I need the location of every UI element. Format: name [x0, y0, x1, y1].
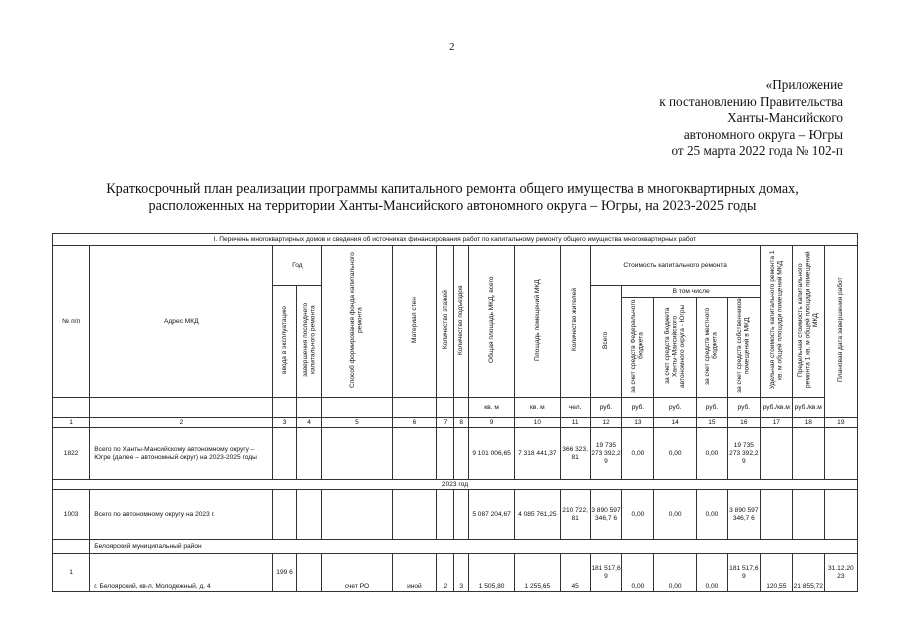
column-number: 16 — [727, 418, 760, 428]
cell-residents: 210 722, 81 — [560, 490, 590, 540]
title-line: расположенных на территории Ханты-Мансийского автономного округа – Югры, на 2023-2025 годы — [148, 197, 757, 214]
cell-wall-material: иной — [392, 554, 437, 592]
header-floors: Количество этажей — [437, 246, 454, 398]
unit-regional: руб. — [654, 398, 697, 418]
cell-floors: 2 — [437, 554, 454, 592]
header-regional: за счет средств бюджета Ханты-Мансийского автономного округа - Югры — [654, 298, 697, 398]
header-total-area: Общая площадь МКД, всего — [469, 246, 515, 398]
unit-owners: руб. — [727, 398, 760, 418]
cell-federal: 0,00 — [622, 554, 654, 592]
column-number: 15 — [696, 418, 727, 428]
cell-local: 0,00 — [696, 490, 727, 540]
unit-premises-area: кв. м — [514, 398, 560, 418]
cell-empty — [760, 428, 792, 480]
cell-owners: 19 735 273 392,2 9 — [727, 428, 760, 480]
cell-empty — [437, 490, 454, 540]
appendix-line: Ханты-Мансийского — [727, 110, 843, 126]
table-row — [53, 554, 858, 592]
header-year: Год — [273, 246, 322, 286]
cell-empty — [392, 428, 437, 480]
column-number: 8 — [454, 418, 469, 428]
title-line: Краткосрочный план реализации программы капитального ремонта общего имущества в многоквартирных домах, — [106, 181, 799, 197]
unit-total-area: кв. м — [469, 398, 515, 418]
cell-empty — [296, 490, 322, 540]
unit-cell — [392, 398, 437, 418]
cell-empty — [792, 428, 824, 480]
unit-federal: руб. — [622, 398, 654, 418]
column-number: 14 — [654, 418, 697, 428]
cell-num: 1822 — [53, 428, 90, 480]
cell-empty — [824, 490, 857, 540]
cell-address: Всего по Ханты-Мансийскому автономному округу – Югре (далее – автономный округ) на 2023-2025 годы — [90, 428, 273, 480]
cell-owners: 181 517,6 9 — [727, 554, 760, 592]
header-entrances: Количество подъездов — [454, 246, 469, 398]
column-number: 5 — [322, 418, 392, 428]
header-cost-total: Всего — [590, 286, 622, 398]
cell-num: 1 — [53, 554, 90, 592]
cell-deadline: 31.12.20 23 — [824, 554, 857, 592]
cell-empty — [392, 490, 437, 540]
unit-local: руб. — [696, 398, 727, 418]
header-max-unit-cost: Предельная стоимость капитального ремонта 1 кв. м общей площади помещений МКД — [792, 246, 824, 398]
column-number: 1 — [53, 418, 90, 428]
header-including: В том числе — [622, 286, 760, 298]
header-address: Адрес МКД — [90, 246, 273, 398]
cell-year-entry: 199 6 — [273, 554, 296, 592]
cell-empty — [454, 428, 469, 480]
year-heading: 2023 год — [53, 480, 858, 490]
appendix-block — [543, 77, 843, 160]
cell-owners: 3 890 597 346,7 6 — [727, 490, 760, 540]
column-number: 12 — [590, 418, 622, 428]
column-number: 19 — [824, 418, 857, 428]
header-owners: за счет средств собственников помещений в МКД — [727, 298, 760, 398]
column-number: 2 — [90, 418, 273, 428]
header-deadline: Плановая дата завершения работ — [824, 246, 857, 418]
cell-empty — [760, 490, 792, 540]
cell-address: Всего по автономному округу на 2023 г. — [90, 490, 273, 540]
cell-local: 0,00 — [696, 428, 727, 480]
header-year-last-repair: завершения последнего капитального ремонта — [296, 286, 322, 398]
appendix-line: от 25 марта 2022 года № 102-п — [671, 143, 843, 159]
header-local: за счет средств местного бюджета — [696, 298, 727, 398]
cell-premises-area: 1 255,65 — [514, 554, 560, 592]
column-number: 13 — [622, 418, 654, 428]
cell-premises-area: 7 318 441,37 — [514, 428, 560, 480]
header-wall-material: Материал стен — [392, 246, 437, 398]
cell-regional: 0,00 — [654, 490, 697, 540]
cell-fund-method: счет РО — [322, 554, 392, 592]
page-number: 2 — [449, 41, 455, 53]
cell-address: г. Белоярский, кв-л. Молодежный, д. 4 — [90, 554, 273, 592]
header-year-entry: ввода в эксплуатацию — [273, 286, 296, 398]
column-number-row — [53, 418, 858, 428]
header-num: № п/п — [53, 246, 90, 398]
cell-regional: 0,00 — [654, 554, 697, 592]
cell-federal: 0,00 — [622, 428, 654, 480]
header-residents: Количество жителей — [560, 246, 590, 398]
column-number: 10 — [514, 418, 560, 428]
header-fund-method: Способ формирования фонда капитального ремонта — [322, 246, 392, 398]
cell-empty — [437, 428, 454, 480]
cell-total-area: 9 101 006,65 — [469, 428, 515, 480]
cell-empty — [273, 428, 296, 480]
header-premises-area: Площадь помещений МКД — [514, 246, 560, 398]
unit-unit-cost: руб./кв.м — [760, 398, 792, 418]
cell-residents: 45 — [560, 554, 590, 592]
appendix-line: к постановлению Правительства — [659, 93, 843, 109]
cell-year-last-repair — [296, 554, 322, 592]
cell-federal: 0,00 — [622, 490, 654, 540]
appendix-line: автономного округа – Югры — [683, 126, 843, 142]
district-heading: Белоярский муниципальный район — [90, 540, 858, 554]
unit-cell — [454, 398, 469, 418]
column-number: 9 — [469, 418, 515, 428]
header-federal: за счет средств Федерального бюджета — [622, 298, 654, 398]
cell-empty — [273, 490, 296, 540]
cell-empty — [53, 540, 90, 554]
header-unit-cost: Удельная стоимость капитального ремонта 1 кв. м общей площади помещений МКД — [760, 246, 792, 398]
table-row-grand-total — [53, 428, 858, 480]
cell-empty — [322, 428, 392, 480]
unit-max-unit-cost: руб./кв.м — [792, 398, 824, 418]
column-number: 18 — [792, 418, 824, 428]
cell-total-area: 1 505,80 — [469, 554, 515, 592]
document-title — [20, 181, 885, 214]
column-number: 4 — [296, 418, 322, 428]
cell-max-unit-cost: 21 855,72 — [792, 554, 824, 592]
cell-empty — [792, 490, 824, 540]
unit-residents: чел. — [560, 398, 590, 418]
cell-premises-area: 4 085 761,25 — [514, 490, 560, 540]
unit-cell — [296, 398, 322, 418]
repair-plan-table — [52, 233, 858, 592]
table-row-year-total — [53, 490, 858, 540]
cell-cost-total: 3 890 597 346,7 6 — [590, 490, 622, 540]
cell-unit-cost: 120,55 — [760, 554, 792, 592]
cell-entrances: 3 — [454, 554, 469, 592]
cell-cost-total: 19 735 273 392,2 9 — [590, 428, 622, 480]
unit-cell — [322, 398, 392, 418]
unit-cell — [53, 398, 90, 418]
unit-cell — [437, 398, 454, 418]
appendix-line: «Приложение — [765, 77, 843, 92]
header-cost: Стоимость капитального ремонта — [590, 246, 760, 286]
cell-residents: 366 323, 81 — [560, 428, 590, 480]
unit-cell — [273, 398, 296, 418]
section-title: I. Перечень многоквартирных домов и сведения об источниках финансирования работ по капитальному ремонту общего имущества многоквартирных работ — [53, 234, 858, 246]
cell-empty — [824, 428, 857, 480]
cell-total-area: 5 087 204,67 — [469, 490, 515, 540]
unit-cell — [90, 398, 273, 418]
column-number: 17 — [760, 418, 792, 428]
cell-empty — [322, 490, 392, 540]
cell-local: 0,00 — [696, 554, 727, 592]
cell-num: 1003 — [53, 490, 90, 540]
cell-empty — [454, 490, 469, 540]
cell-regional: 0,00 — [654, 428, 697, 480]
column-number: 3 — [273, 418, 296, 428]
column-number: 11 — [560, 418, 590, 428]
unit-cost-total: руб. — [590, 398, 622, 418]
cell-cost-total: 181 517,6 9 — [590, 554, 622, 592]
column-number: 7 — [437, 418, 454, 428]
cell-empty — [296, 428, 322, 480]
column-number: 6 — [392, 418, 437, 428]
